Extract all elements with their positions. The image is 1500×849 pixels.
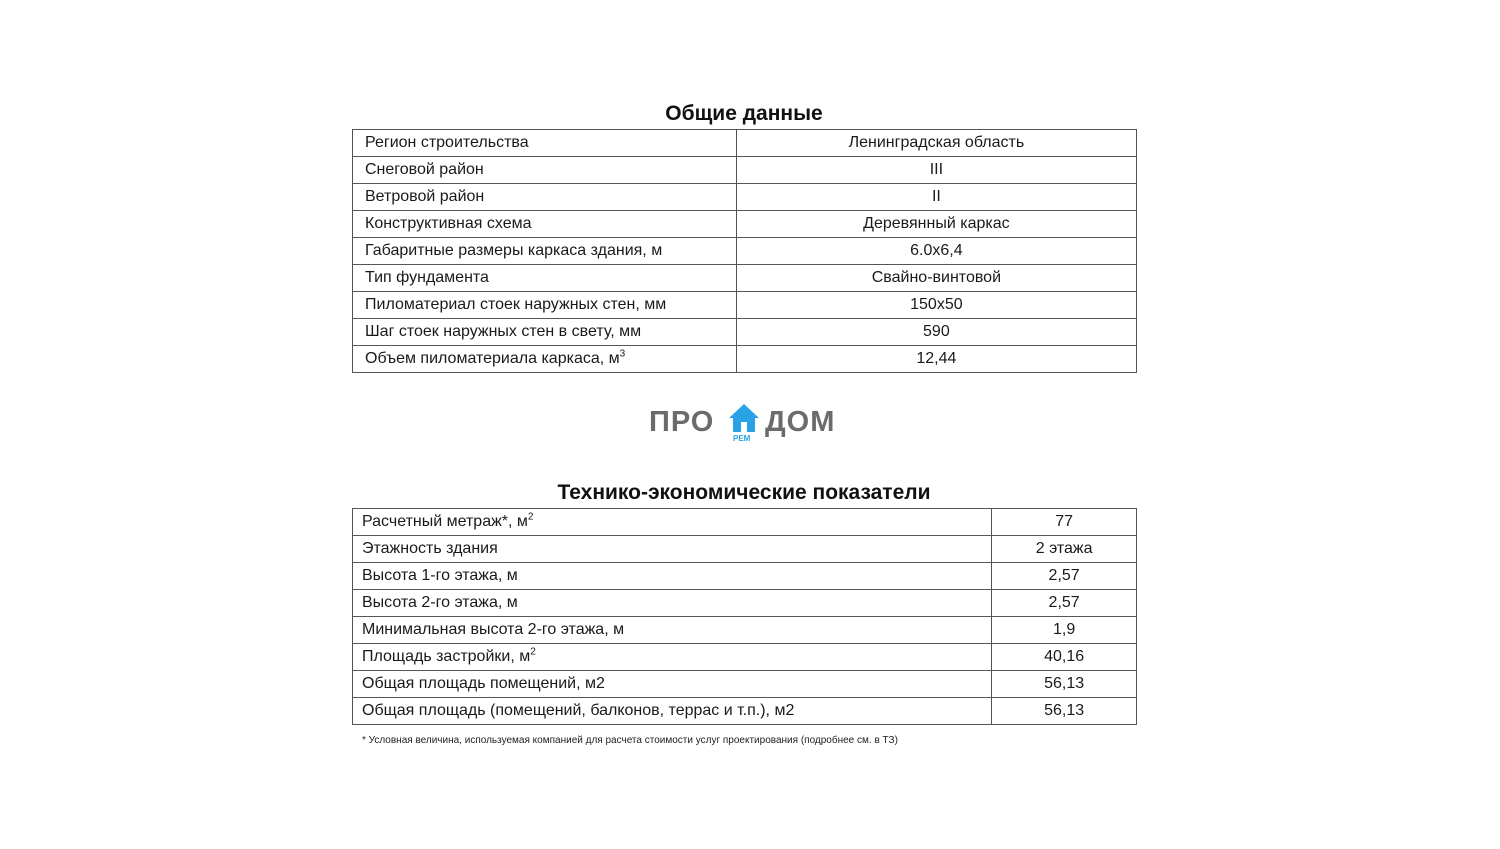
row-value: 56,13 [992,671,1137,698]
row-value: Свайно-винтовой [736,265,1136,292]
row-label-cell [353,238,737,265]
row-value: 40,16 [992,644,1137,671]
row-value: 590 [736,319,1136,346]
table-row [353,698,1137,725]
row-label: Ветровой район [365,188,485,205]
row-value: 2,57 [992,590,1137,617]
table-row [353,157,1137,184]
row-label: Общая площадь (помещений, балконов, террас и т.п.), м2 [362,702,795,719]
row-label: Габаритные размеры каркаса здания, м [365,242,663,259]
row-value: 12,44 [736,346,1136,373]
row-label-cell [353,617,992,644]
row-label-cell [353,644,992,671]
row-value: 150x50 [736,292,1136,319]
row-label: Конструктивная схема [365,215,532,232]
table-row [353,130,1137,157]
row-label: Минимальная высота 2-го этажа, м [362,621,625,638]
row-label-cell [353,698,992,725]
row-value: 2 этажа [992,536,1137,563]
table-row [353,184,1137,211]
table-row [353,346,1137,373]
row-label-cell [353,319,737,346]
row-label: Объем пиломатериала каркаса, м [365,350,620,367]
row-value: Ленинградская область [736,130,1136,157]
row-label: Шаг стоек наружных стен в свету, мм [365,323,642,340]
logo-small-text: РЕМ [733,434,751,443]
row-value: II [736,184,1136,211]
table-row [353,617,1137,644]
row-value: 1,9 [992,617,1137,644]
general-data-title: Общие данные [665,102,823,125]
table-row [353,644,1137,671]
row-label: Общая площадь помещений, м2 [362,675,605,692]
table-row [353,292,1137,319]
row-label-cell [353,590,992,617]
row-label-cell [353,563,992,590]
row-label-cell [353,184,737,211]
table-row [353,590,1137,617]
row-label: Площадь застройки, м [362,648,531,665]
row-label: Пиломатериал стоек наружных стен, мм [365,296,667,313]
unit-superscript: 2 [527,511,534,523]
table-row [353,211,1137,238]
logo-left-text: ПРО [649,406,715,438]
tech-indicators-title: Технико-экономические показатели [557,481,931,504]
table-row [353,509,1137,536]
table-row [353,671,1137,698]
row-label: Тип фундамента [365,269,489,286]
row-value: 2,57 [992,563,1137,590]
row-label-cell [353,536,992,563]
unit-superscript: 2 [530,646,536,658]
row-label-cell [353,265,737,292]
table-row [353,319,1137,346]
logo-right-text: ДОМ [765,406,836,438]
row-label-cell [353,292,737,319]
tech-indicators-table [352,508,1137,725]
house-icon [727,402,761,436]
table-row [353,265,1137,292]
unit-superscript: 3 [619,348,626,360]
row-label-cell [353,346,737,373]
row-value: 77 [992,509,1137,536]
row-label: Высота 1-го этажа, м [362,567,518,584]
row-value: Деревянный каркас [736,211,1136,238]
row-value: III [736,157,1136,184]
row-label-cell [353,130,737,157]
row-label: Этажность здания [362,540,498,557]
footnote: * Условная величина, используемая компанией для расчета стоимости услуг проектирования (подробнее см. в ТЗ) [362,735,898,746]
row-label-cell [353,671,992,698]
row-value: 56,13 [992,698,1137,725]
row-label: Регион строительства [365,134,529,151]
prodom-logo [649,402,849,448]
row-label: Высота 2-го этажа, м [362,594,518,611]
table-row [353,563,1137,590]
row-label-cell [353,157,737,184]
row-label-cell [353,211,737,238]
row-label: Снеговой район [365,161,484,178]
row-label-cell [353,509,992,536]
row-value: 6.0x6,4 [736,238,1136,265]
general-data-table [352,129,1137,373]
table-row [353,238,1137,265]
table-row [353,536,1137,563]
row-label: Расчетный метраж*, м [362,513,528,530]
